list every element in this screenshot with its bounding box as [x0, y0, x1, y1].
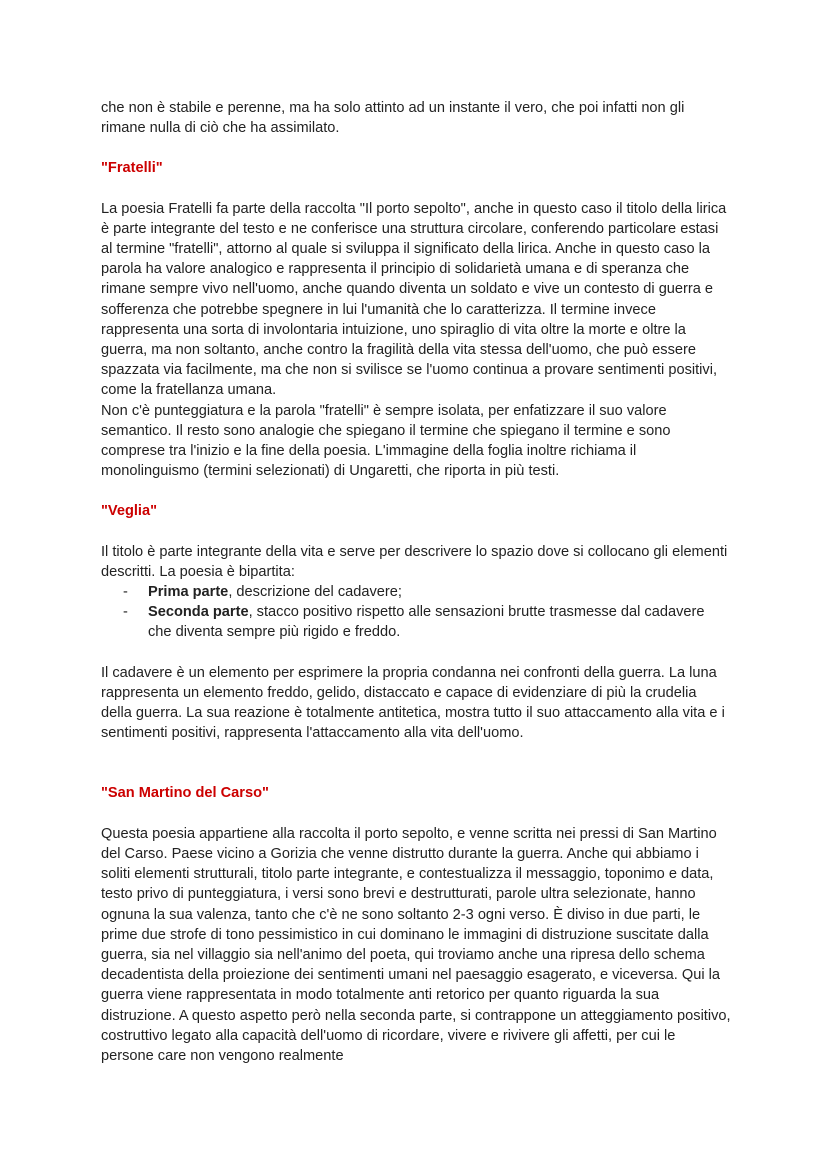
fratelli-paragraph-2: Non c'è punteggiatura e la parola "fratelli" è sempre isolata, per enfatizzare il suo valore semantico. Il resto sono analogie che spiegano il termine che spiegano il termine e sono comprese tra l'inizio e la fine della poesia. L'immagine della foglia inoltre richiama il monolinguismo (termini selezionati) di Ungaretti, che riporta in più testi. — [101, 402, 671, 480]
list-item-text: , descrizione del cadavere; — [228, 584, 402, 601]
veglia-list — [101, 582, 731, 643]
list-item-bold: Prima parte — [148, 584, 229, 601]
heading-veglia: "Veglia" — [101, 503, 158, 520]
list-item-text: , stacco positivo rispetto alle sensazioni brutte trasmesse dal cadavere che diventa sempre più rigido e freddo. — [148, 604, 705, 641]
list-item — [101, 582, 731, 602]
heading-fratelli: "Fratelli" — [101, 160, 163, 177]
list-dash: - — [123, 584, 128, 601]
list-item-bold: Seconda parte — [148, 604, 249, 621]
document-page — [101, 98, 731, 1066]
fratelli-paragraph-1: La poesia Fratelli fa parte della raccolta "Il porto sepolto", anche in questo caso il titolo della lirica è parte integrante del testo e ne conferisce una struttura circolare, conferendo particolare estasi al termine "fratelli", attorno al quale si sviluppa il significato della lirica. Anche in questo caso la parola ha valore analogico e rappresenta il principio di solidarietà umana e di speranza che rimane sempre vivo nell'uomo, anche quando diventa un soldato e vive un contesto di guerra e sofferenza che potrebbe spegnere in lui l'umanità che lo caratterizza. Il termine invece rappresenta una sorta di involontaria intuizione, uno spiraglio di vita oltre la morte e oltre la guerra, ma non soltanto, anche contro la fragilità della vita stessa dell'uomo, che può essere spazzata via facilmente, ma che non si svilisce se l'uomo continua a provare sentimenti positivi, come la fratellanza umana. — [101, 200, 727, 399]
intro-paragraph: che non è stabile e perenne, ma ha solo attinto ad un instante il vero, che poi infatti non gli rimane nulla di ciò che ha assimilato. — [101, 100, 685, 137]
veglia-paragraph: Il cadavere è un elemento per esprimere la propria condanna nei confronti della guerra. La luna rappresenta un elemento freddo, gelido, distaccato e capace di evidenziare di più la crudelia della guerra. La sua reazione è totalmente antitetica, mostra tutto il suo attaccamento alla vita e i sentimenti positivi, rappresenta l'attaccamento alla vita dell'uomo. — [101, 664, 725, 742]
heading-san-martino: "San Martino del Carso" — [101, 785, 269, 802]
list-item — [101, 602, 731, 642]
veglia-intro: Il titolo è parte integrante della vita e serve per descrivere lo spazio dove si collocano gli elementi descritti. La poesia è bipartita: — [101, 543, 728, 580]
san-martino-paragraph: Questa poesia appartiene alla raccolta il porto sepolto, e venne scritta nei pressi di San Martino del Carso. Paese vicino a Gorizia che venne distrutto durante la guerra. Anche qui abbiamo i soliti elementi strutturali, titolo parte integrante, e contestualizza il messaggio, toponimo e data, testo privo di punteggiatura, i versi sono brevi e destrutturati, parole ultra selezionate, hanno ognuna la sua valenza, tanto che c'è ne sono soltanto 2-3 ogni verso. È diviso in due parti, le prime due strofe di tono pessimistico in cui dominano le immagini di distruzione suscitate dalla guerra, sia nel villaggio sia nell'animo del poeta, qui troviamo anche una ripresa dello schema decadentista della proiezione dei sentimenti umani nel paesaggio esagerato, e viceversa. Qui la guerra viene rappresentata in modo totalmente anti retorico per quanto riguarda la sua distruzione. A questo aspetto però nella seconda parte, si contrappone un atteggiamento positivo, costruttivo legato alla capacità dell'uomo di ricordare, vivere e rivivere gli affetti, per cui le persone care non vengono realmente — [101, 825, 731, 1064]
list-dash: - — [123, 604, 128, 621]
